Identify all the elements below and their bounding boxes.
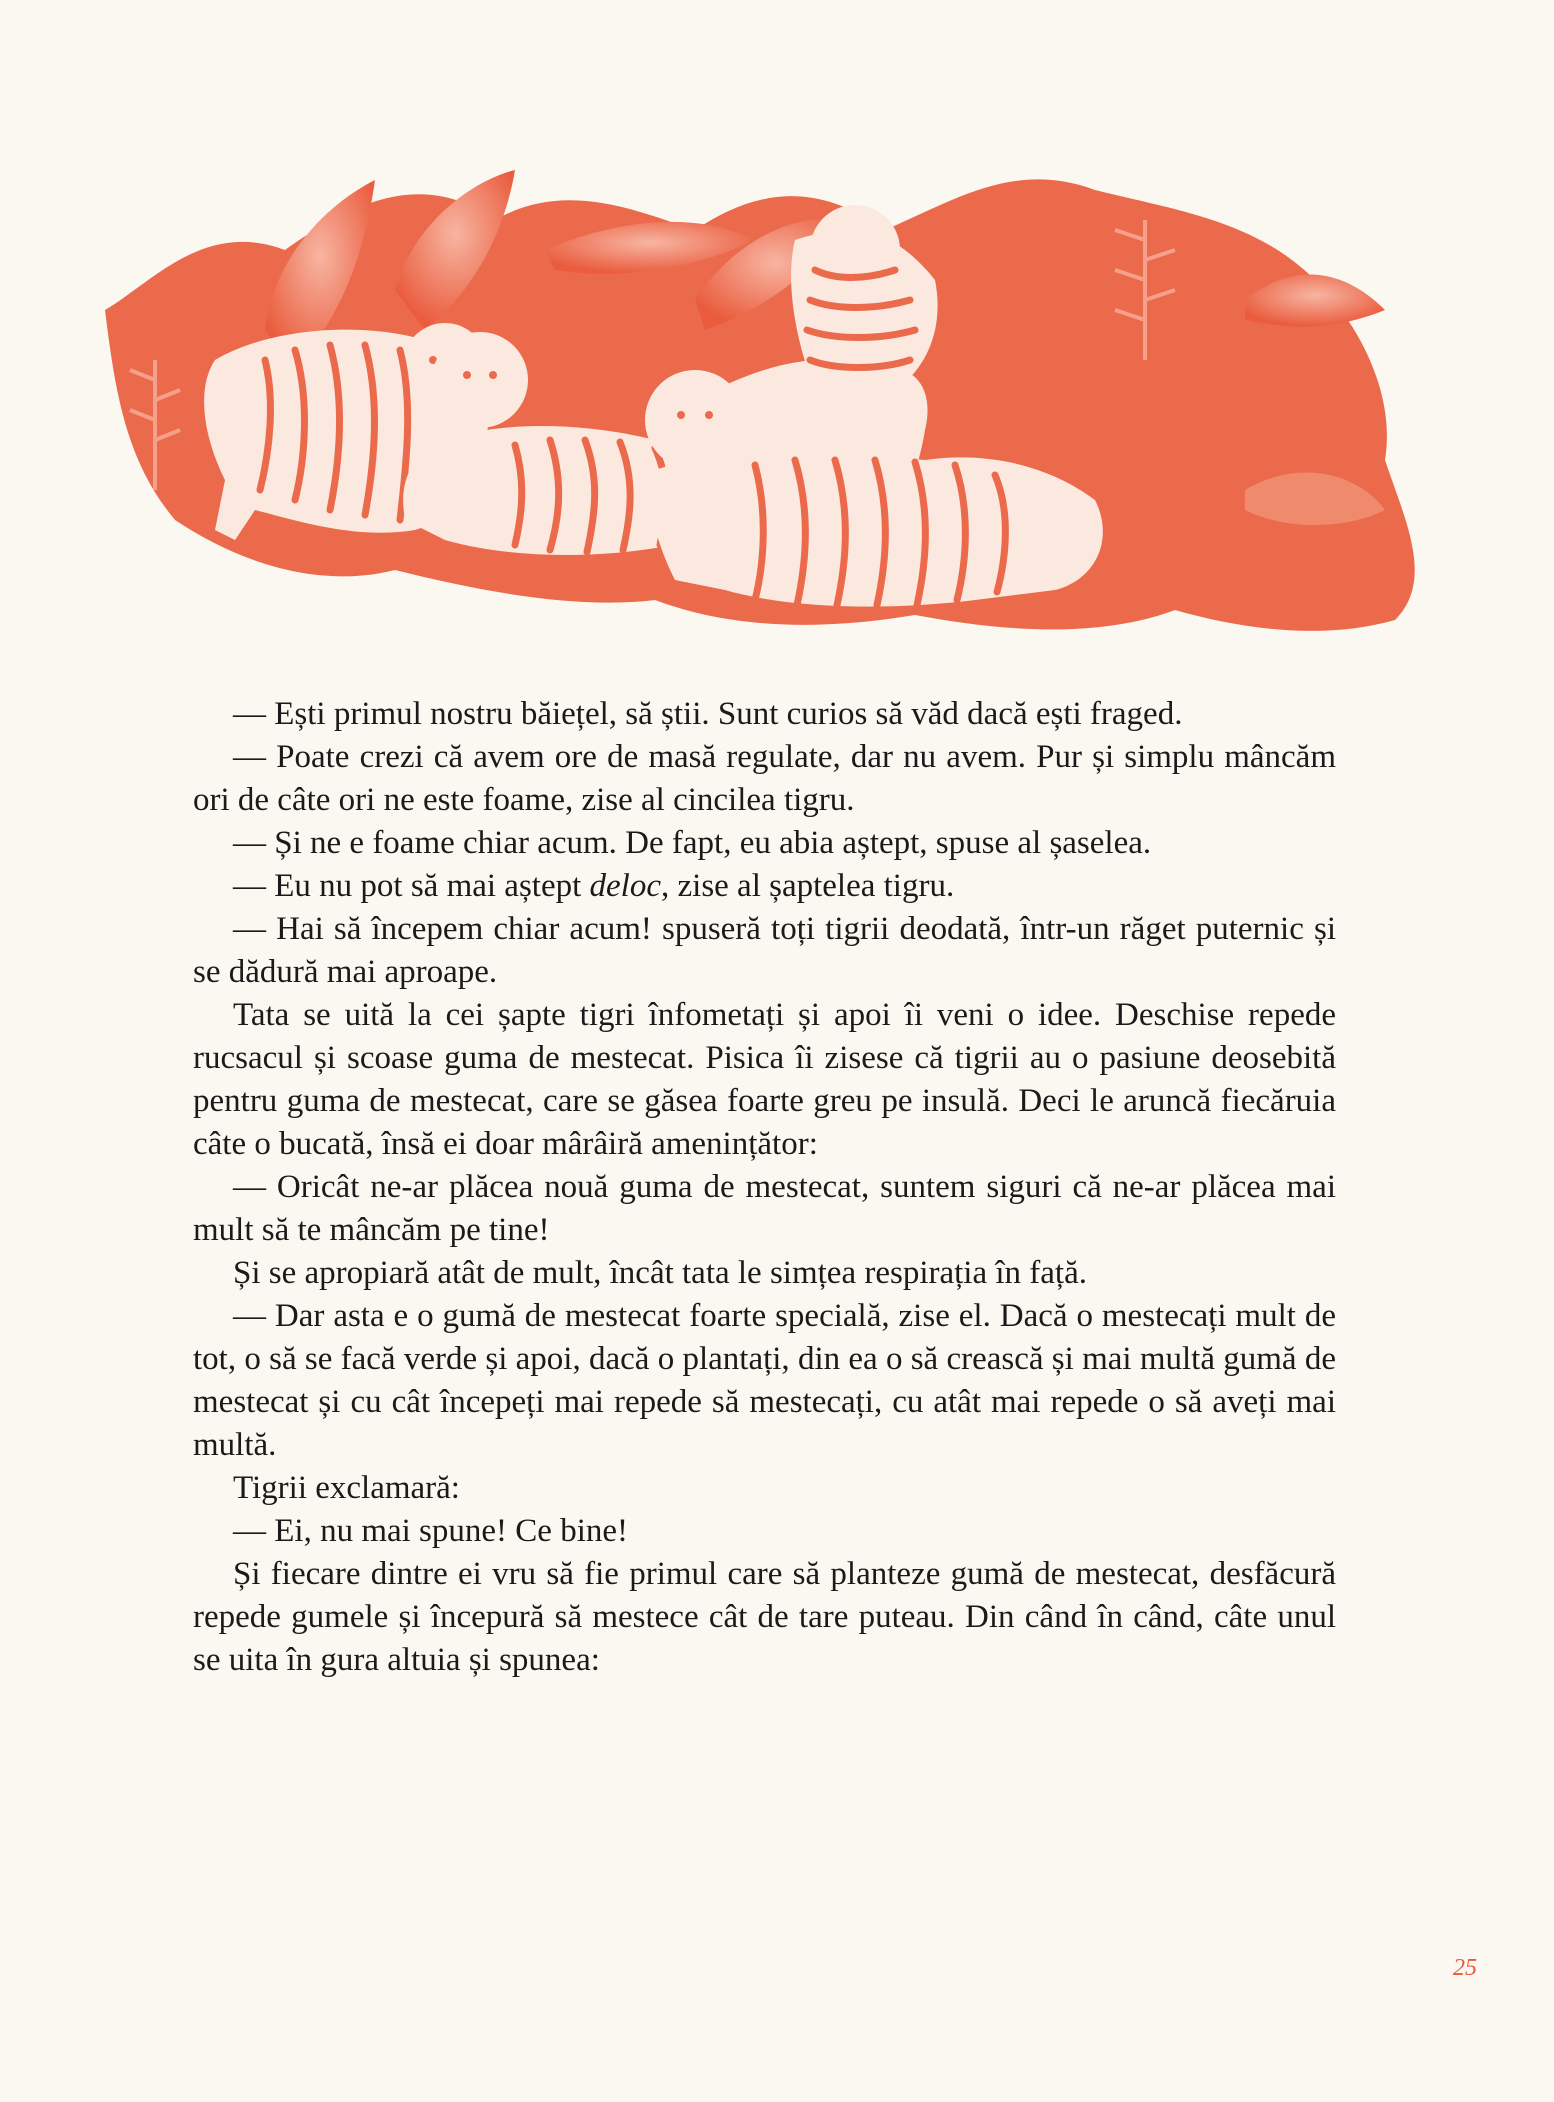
page-number: 25 [1453, 1955, 1477, 1981]
emphasis: deloc [589, 868, 661, 904]
paragraph: Tata se uită la cei șapte tigri înfometați și apoi îi veni o idee. Deschise repede rucsacul și scoase guma de mestecat. Pisica îi zisese că tigrii au o pasiune deosebită pentru guma de mestecat, care se găsea foarte greu pe insulă. Deci le aruncă fiecăruia câte o bucată, însă ei doar mârâiră amenințător: [193, 997, 1336, 1162]
paragraph: — Ei, nu mai spune! Ce bine! [233, 1513, 629, 1549]
paragraph: Și se apropiară atât de mult, încât tata le simțea respirația în față. [233, 1255, 1087, 1291]
paragraph: Și fiecare dintre ei vru să fie primul care să planteze gumă de mestecat, desfăcură repede gumele și începură să mestece cât de tare puteau. Din când în când, câte unul se uita în gura altuia și spunea: [193, 1556, 1336, 1678]
paragraph: — Hai să începem chiar acum! spuseră toți tigrii deodată, într-un răget puternic și se dădură mai aproape. [193, 911, 1336, 990]
paragraph: — Poate crezi că avem ore de masă regulate, dar nu avem. Pur și simplu mâncăm ori de câte ori ne este foame, zise al cincilea tigru. [193, 739, 1336, 818]
tigers-illustration [95, 160, 1440, 670]
paragraph: — Eu nu pot să mai aștept deloc, zise al șaptelea tigru. [233, 868, 955, 904]
paragraph: — Și ne e foame chiar acum. De fapt, eu abia aștept, spuse al șaselea. [233, 825, 1152, 861]
story-text [193, 693, 1336, 1682]
paragraph: — Dar asta e o gumă de mestecat foarte specială, zise el. Dacă o mestecați mult de tot, o să se facă verde și apoi, dacă o plantați, din ea o să crească și mai multă gumă de mestecat și cu cât începeți mai repede să mestecați, cu atât mai repede o să aveți mai multă. [193, 1298, 1336, 1463]
paragraph: — Oricât ne-ar plăcea nouă guma de mestecat, suntem siguri că ne-ar plăcea mai mult să te mâncăm pe tine! [193, 1169, 1336, 1248]
paragraph: — Ești primul nostru băiețel, să știi. Sunt curios să văd dacă ești fraged. [233, 696, 1183, 732]
paragraph: Tigrii exclamară: [233, 1470, 460, 1506]
